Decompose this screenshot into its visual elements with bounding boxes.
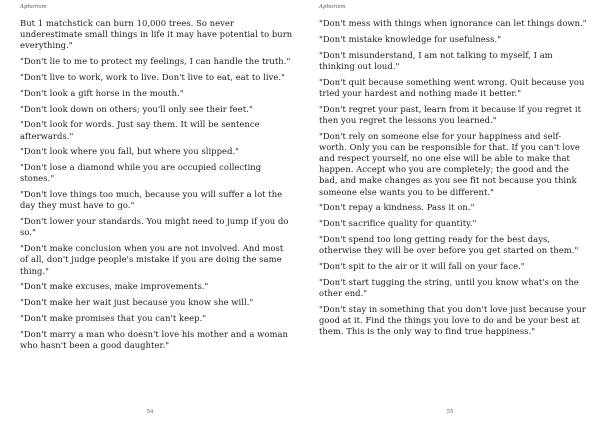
quote-paragraph: "Don't sacrifice quality for quantity." (319, 218, 477, 229)
quote-paragraph: "Don't make conclusion when you are not involved. And most of all, don't judge people's mistake if you are doing the same thing." (20, 243, 284, 276)
quote-paragraph: "Don't lie to me to protect my feelings, I can handle the truth." (20, 56, 291, 67)
quote-paragraph: "Don't make promises that you can't keep." (20, 312, 207, 323)
quote-paragraph: "Don't start tugging the string, until you know what's on the other end." (319, 276, 579, 298)
quote-paragraph: "Don't quit because something went wrong. Quit because you tried your hardest and nothing made it better." (319, 76, 585, 98)
quote-paragraph: "Don't make her wait just because you know she will." (20, 297, 254, 308)
quote-paragraph: But 1 matchstick can burn 10,000 trees. So never underestimate small things in life it may have potential to burn everything." (20, 18, 293, 51)
quote-paragraph: "Don't lower your standards. You might need to jump if you do so." (20, 216, 289, 238)
quote-paragraph: "Don't mistake knowledge for usefulness." (319, 33, 502, 44)
quote-paragraph: "Don't look for words. Just say them. It will be sentence afterwards." (20, 119, 260, 141)
running-head: Aphorism (319, 4, 346, 10)
quote-paragraph: "Don't lose a diamond while you are occupied collecting stones." (20, 162, 262, 184)
quote-paragraph: "Don't repay a kindness. Pass it on." (319, 202, 475, 213)
quote-paragraph: "Don't regret your past, learn from it because if you regret it then you regret the lessons you learned." (319, 103, 582, 125)
page-number: 55 (446, 409, 454, 415)
right-page (300, 0, 600, 424)
quote-paragraph: "Don't rely on someone else for your happiness and self-worth. Only you can be responsible for that. If you can't love and respect yourself, no one else will be able to make that happen. Accept who you are completely; the good and the bad, and make changes as you see fit not because you think someone else wants you to be different." (319, 130, 580, 197)
running-head: Aphorism (20, 4, 47, 10)
quote-paragraph: "Don't make excuses, make improvements." (20, 281, 209, 292)
quote-paragraph: "Don't look where you fall, but where you slipped." (20, 146, 240, 157)
quote-paragraph: "Don't spit to the air or it will fall on your face." (319, 261, 525, 271)
quote-paragraph: "Don't look a gift horse in the mouth." (20, 87, 184, 98)
quote-paragraph: "Don't look down on others; you'll only see their feet." (20, 103, 253, 114)
quote-paragraph: "Don't misunderstand, I am not talking to myself, I am thinking out loud." (319, 49, 553, 71)
quote-paragraph: "Don't love things too much, because you will suffer a lot the day they must have to go." (20, 189, 283, 211)
page-number: 54 (146, 409, 154, 415)
quote-paragraph: "Don't mess with things when ignorance can let things down." (319, 18, 587, 28)
quote-paragraph: "Don't spend too long getting ready for the best days, otherwise they will be over before you get started on them." (319, 234, 579, 256)
quote-paragraph: "Don't marry a man who doesn't love his mother and a woman who hasn't been a good daughter." (20, 328, 288, 350)
quote-paragraph: "Don't stay in something that you don't love just because your good at it. Find the things you love to do and be your best at them. This is the only way to find true happiness." (319, 303, 586, 337)
quote-paragraph: "Don't live to work, work to live. Don't live to eat, eat to live." (20, 72, 285, 82)
